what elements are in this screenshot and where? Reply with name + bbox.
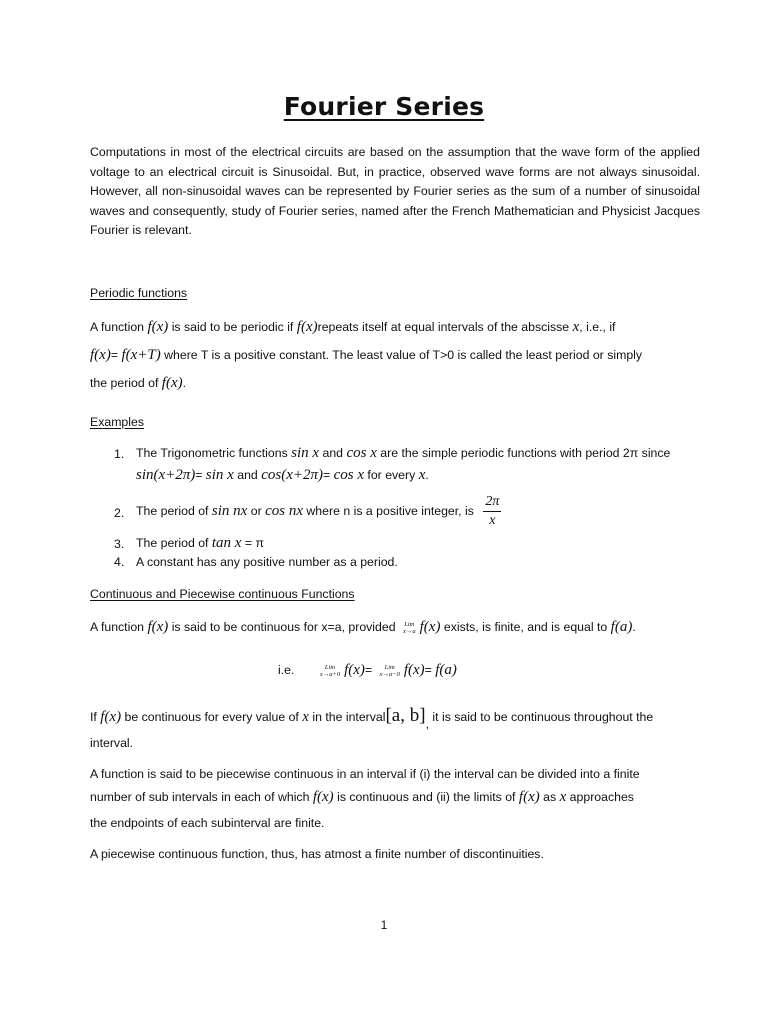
continuous-functions-heading: Continuous and Piecewise continuous Functions (90, 587, 355, 601)
two-pi-over-x-fraction: $\frac{2\pi}{x}$ (485, 494, 500, 528)
examples-heading: Examples (90, 415, 144, 429)
page-number: 1 (380, 918, 388, 932)
example-4-line: A constant has any positive number as a period. (136, 555, 398, 569)
periodic-definition-line2: f(x)= f(x+T) where T is a positive constant. The least value of T>0 is called the least period or simply (90, 347, 643, 363)
continuous-definition-line: A function f(x) is said to be continuous for x=a, provided Lim x→a f(x) exists, is finite, and is equal to f(a). (90, 619, 636, 635)
periodic-definition-line1: A function f(x) is said to be periodic if f(x)repeats itself at equal intervals of the abscisse x, i.e., if (90, 319, 616, 335)
interval-continuity-line2: interval. (90, 736, 134, 750)
left-limit-operator: Lim x→a−0 (379, 663, 400, 678)
piecewise-line1: A function is said to be piecewise continuous in an interval if (i) the interval can be divided into a finite (90, 767, 640, 781)
example-3-number: 3. (114, 537, 125, 551)
limit-operator: Lim x→a (402, 620, 416, 635)
page-title: Fourier Series (283, 92, 485, 121)
piecewise-line2: number of sub intervals in each of which f(x) is continuous and (ii) the limits of f(x) as x approaches (90, 789, 634, 805)
example-1-line1: The Trigonometric functions sin x and cos x are the simple periodic functions with period 2π since (136, 445, 671, 461)
continuity-equation: i.e. Lim x→a+0 f(x)= Lim x→a−0 f(x)= f(a) (278, 662, 457, 678)
interval-continuity-line: If f(x) be continuous for every value of x in the interval[a, b], it is said to be continuous throughout the (90, 705, 654, 731)
example-1-number: 1. (114, 447, 125, 461)
example-2-line: The period of sin nx or cos nx where n is a positive integer, is $\frac{2\pi}{x}$ (136, 494, 500, 528)
example-1-line2: sin(x+2π)= sin x and cos(x+2π)= cos x for every x. (136, 467, 429, 483)
right-limit-operator: Lim x→a+0 (319, 663, 341, 678)
example-2-number: 2. (114, 506, 125, 520)
piecewise-summary: A piecewise continuous function, thus, has atmost a finite number of discontinuities. (90, 847, 544, 861)
example-3-line: The period of tan x = π (136, 535, 264, 551)
example-4-number: 4. (114, 555, 125, 569)
piecewise-line3: the endpoints of each subinterval are finite. (90, 816, 325, 830)
periodic-definition-line3: the period of f(x). (90, 375, 187, 391)
periodic-functions-heading: Periodic functions (90, 286, 188, 300)
intro-paragraph: Computations in most of the electrical circuits are based on the assumption that the wave form of the applied voltage to an electrical circuit is Sinusoidal. But, in practice, observed wave forms are not always sinusoidal. However, all non-sinusoidal waves can be represented by Fourier series as the sum of a number of sinusoidal waves and consequently, study of Fourier series, named after the French Mathematician and Physicist Jacques Fourier is relevant. (90, 145, 700, 238)
